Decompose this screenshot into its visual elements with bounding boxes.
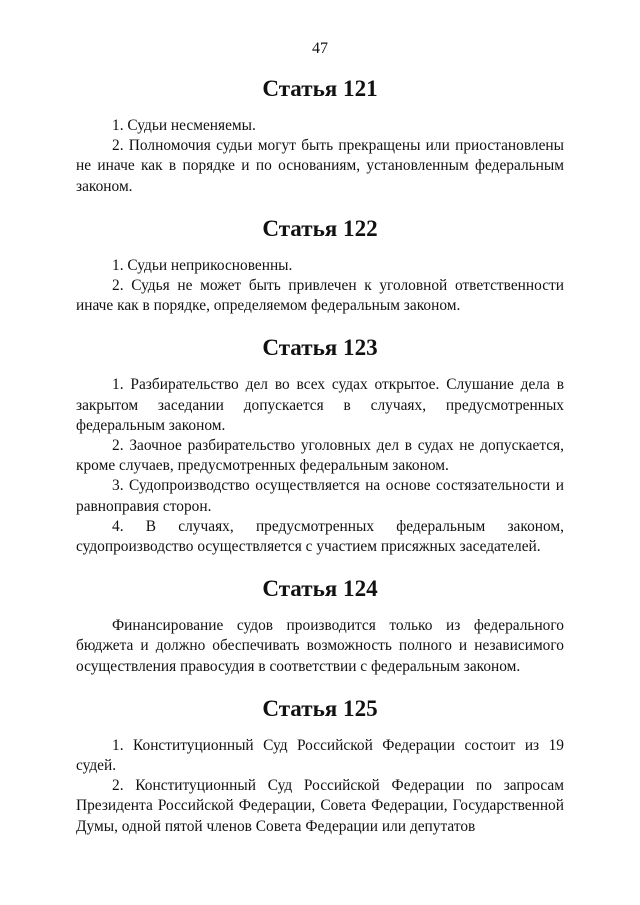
paragraph: 1. Судьи неприкосновенны. [112, 256, 293, 274]
paragraph: 2. Полномочия судьи могут быть прекращены или приостановлены не иначе как в порядке и по основаниям, установленным федеральным законом. [76, 137, 564, 195]
article-title: Статья 124 [262, 575, 378, 602]
page-number: 47 [312, 40, 328, 57]
article-body [76, 616, 564, 677]
article-body [76, 375, 564, 557]
paragraph: 2. Конституционный Суд Российской Федерации по запросам Президента Российской Федерации, Совета Федерации, Государственной Думы, одной пятой членов Совета Федерации или депутатов [76, 777, 564, 835]
paragraph: 4. В случаях, предусмотренных федеральным законом, судопроизводство осуществляется с участием присяжных заседателей. [76, 517, 564, 556]
article-body [76, 116, 564, 197]
paragraph: 1. Разбирательство дел во всех судах открытое. Слушание дела в закрытом заседании допускается в случаях, предусмотренных федеральным законом. [76, 376, 564, 434]
article-125 [76, 694, 564, 837]
article-body [76, 256, 564, 317]
article-122 [76, 214, 564, 317]
article-124 [76, 575, 564, 677]
paragraph: 1. Судьи несменяемы. [112, 117, 256, 134]
article-121 [76, 75, 564, 197]
paragraph: 2. Заочное разбирательство уголовных дел в судах не допускается, кроме случаев, предусмотренных федеральным законом. [76, 437, 564, 475]
paragraph: Финансирование судов производится только из федерального бюджета и должно обеспечивать возможность полного и независимого осуществления правосудия в соответствии с федеральным законом. [76, 617, 564, 675]
article-body [76, 736, 564, 837]
article-title: Статья 121 [262, 75, 378, 101]
document-content [76, 75, 564, 837]
article-123 [76, 334, 564, 557]
article-title: Статья 123 [262, 334, 378, 361]
article-title: Статья 125 [262, 694, 378, 721]
article-title: Статья 122 [262, 214, 378, 241]
paragraph: 3. Судопроизводство осуществляется на основе состязательности и равноправия сторон. [76, 477, 564, 515]
paragraph: 2. Судья не может быть привлечен к уголовной ответственности иначе как в порядке, определяемом федеральным законом. [76, 277, 564, 315]
paragraph: 1. Конституционный Суд Российской Федерации состоит из 19 судей. [76, 736, 564, 775]
